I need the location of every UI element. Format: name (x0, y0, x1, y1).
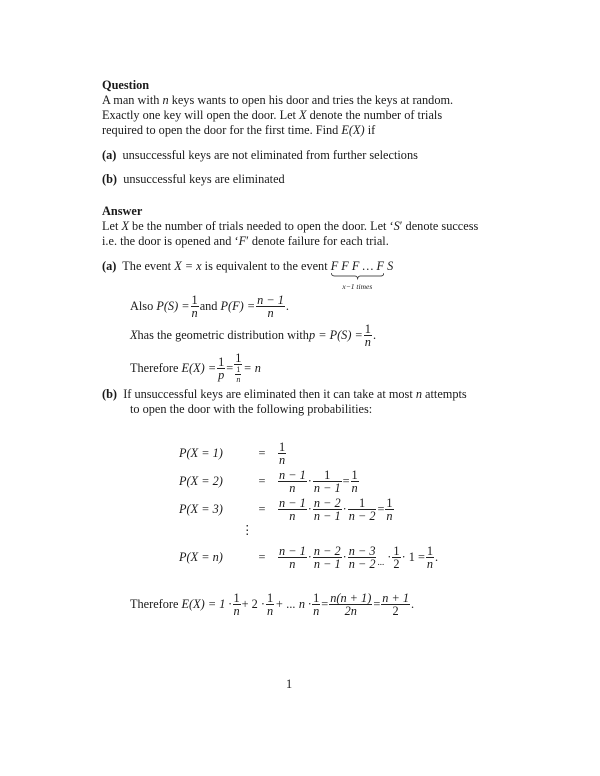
question-item-b: (b) unsuccessful keys are eliminated (102, 172, 285, 186)
part-a-probabilities: Also P(S) = $\frac{1}{n}$ and P(F) = $\frac{n - 1}{n}$ . (130, 293, 289, 320)
prob-row-n: P(X = n) = $\frac{n - 1}{n}$ · $\frac{n - 2}{n - 1}$ · $\frac{n - 3}{n - 2}$ ... · $\frac{1}{2}$ · 1 = $\frac{1}{n}$ . (179, 544, 439, 571)
question-line-3: required to open the door for the first time. Find E(X) if (102, 123, 376, 137)
part-b-line-1: (b) If unsuccessful keys are eliminated then it can take at most n attempts (102, 387, 467, 401)
fraction-1-over-1-over-n: 1 1 n (235, 351, 242, 384)
question-item-a: (a) unsuccessful keys are not eliminated from further selections (102, 148, 418, 162)
final-expectation: Therefore E(X) = 1 · $\frac{1}{n}$ + 2 · $\frac{1}{n}$ + ... n · $\frac{1}{n}$ = $\frac{n(n + 1)}{2n}$ = $\frac{n + 1}{2}$ . (130, 591, 415, 618)
fraction-n-minus-1-over-n: $\frac{n - 1}{n}$ (257, 293, 284, 320)
vertical-dots: ⋮ (241, 523, 254, 537)
fraction-1-over-n: $\frac{1}{n}$ (191, 293, 198, 320)
question-heading: Question (102, 78, 150, 92)
page-number: 1 (286, 677, 293, 691)
part-a-geometric: X has the geometric distribution with p = P(S) = $\frac{1}{n}$ . (130, 322, 377, 349)
answer-heading: Answer (102, 204, 143, 218)
part-b-line-2: to open the door with the following probabilities: (130, 402, 373, 416)
underbrace-sequence: F F F … F x−1 times (330, 259, 384, 291)
answer-line-2: i.e. the door is opened and ‘F′ denote failure for each trial. (102, 234, 389, 248)
prob-row-2: P(X = 2) = $\frac{n - 1}{n}$ · $\frac{1}{n - 1}$ = $\frac{1}{n}$ (179, 468, 358, 495)
part-a-expectation: Therefore E(X) = $\frac{1}{p}$ = 1 1 n = n (130, 351, 261, 384)
question-line-2: Exactly one key will open the door. Let X denote the number of trials (102, 108, 443, 122)
fraction-1-over-n: $\frac{1}{n}$ (364, 322, 371, 349)
answer-line-1: Let X be the number of trials needed to open the door. Let ‘S′ denote success (102, 219, 479, 233)
question-line-1: A man with n keys wants to open his door and tries the keys at random. (102, 93, 454, 107)
part-a-event-line: (a) The event X = x is equivalent to the event F F F … F x−1 times S (102, 259, 394, 291)
prob-row-1: P(X = 1) = $\frac{1}{n}$ (179, 440, 286, 467)
fraction-1-over-p: $\frac{1}{p}$ (218, 354, 225, 382)
prob-row-3: P(X = 3) = $\frac{n - 1}{n}$ · $\frac{n - 2}{n - 1}$ · $\frac{1}{n - 2}$ = $\frac{1}{n}$ (179, 496, 393, 523)
